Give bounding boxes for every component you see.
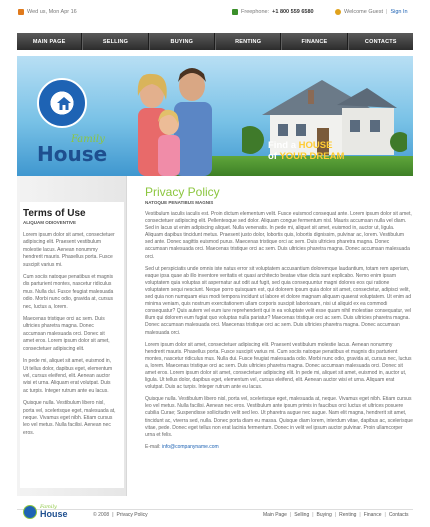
nav-main-page[interactable]: MAIN PAGE (17, 33, 82, 50)
footer-link-main-page[interactable]: Main Page (263, 512, 287, 518)
phone-icon (232, 9, 238, 15)
footer-privacy-link[interactable]: Privacy Policy (116, 512, 148, 518)
slogan-line1-accent: HOUSE (298, 140, 333, 151)
separator: | (112, 512, 114, 518)
nav-buying[interactable]: BUYING (149, 33, 215, 50)
main-nav (17, 33, 413, 50)
footer-link-finance[interactable]: Finance (363, 512, 382, 518)
sidebar-body (23, 232, 117, 442)
contact-email (145, 444, 415, 450)
footer-logo-family: Family (40, 504, 57, 510)
footer-links (263, 512, 409, 518)
nav-contacts[interactable]: CONTACTS (348, 33, 413, 50)
main-content (145, 185, 415, 450)
phone-label: Freephone: (241, 9, 270, 15)
house-icon (56, 95, 72, 111)
copyright (93, 512, 148, 518)
brand-logo[interactable] (37, 134, 108, 166)
page-body (145, 211, 413, 439)
user-icon (335, 9, 341, 15)
footer (17, 504, 413, 527)
body-paragraph: Quisque nulla. Vestibulum libero nisl, porta vel, scelerisque eget, malesuada at, neque. Vivamus eget nibh. Etiam cursus leo vel metus. Nulla facilisi. Aenean nec eros. Vestibulum ante ipsum primis in faucibus orci luctus et ultrices posuere cubilia Curae; Suspendisse sollicitudin velit sed leo. Ut pharetra augue nec augue. Nam elit magna, hendrerit sit amet, tincidunt ac, viverra sed, nulla. Donec porta diam eu massa. Quisque diam lorem, interdum vitae, dapibus ac, scelerisque vitae, pede. Donec eget tellus non erat lacinia fermentum. Donec in velit vel ipsum auctor pulvinar. Proin ullamcorper urna et felis. (145, 396, 413, 438)
page-title: Privacy Policy (145, 185, 220, 199)
nav-selling[interactable]: SELLING (82, 33, 148, 50)
user-greeting (335, 9, 408, 15)
slogan-line1-prefix: Find a (268, 140, 296, 151)
footer-link-selling[interactable]: Selling (294, 512, 310, 518)
footer-link-buying[interactable]: Buying (316, 512, 332, 518)
sidebar-paragraph: Lorem ipsum dolor sit amet, consectetuer adipiscing elit. Praesent vestibulum molestie lacus. Aenean nonummy hendrerit mauris. Phasellus porta. Fusce suscipit varius mi. (23, 232, 115, 268)
separator: | (334, 512, 337, 518)
footer-logo[interactable] (23, 505, 68, 519)
copyright-text: © 2008 (93, 512, 110, 518)
date-display (18, 9, 77, 15)
welcome-text: Welcome Guest (344, 9, 384, 15)
sidebar-paragraph: In pede mi, aliquet sit amet, euismod in, Ut tellus dolor, dapibus eget, elementum vel, cursus eleifend, elit. Aenean auctor wisi et urna. Aliquam erat volutpat. Duis ac turpis. Integer rutrum ante eu lacus. (23, 358, 113, 394)
slogan (268, 140, 344, 162)
sign-in-link[interactable]: Sign In (390, 9, 408, 15)
logo-house-text: House (37, 142, 108, 166)
page-subtitle: NATOQUE PENATIBUS MAGNIS (145, 200, 214, 205)
footer-logo-badge (23, 505, 37, 519)
sidebar-paragraph: Quisque nulla. Vestibulum libero nisl, porta vel, scelerisque eget, malesuada at, neque. Vivamus eget nibh. Etiam cursus leo vel metus. Nulla facilisi. Aenean nec eros. (23, 400, 116, 436)
date-text: Wed us, Mon Apr 16 (27, 9, 77, 15)
slogan-line2-accent: YOUR DREAM (279, 151, 345, 162)
phone-number: +1 800 559 6580 (272, 9, 314, 15)
phone-display (232, 9, 314, 15)
header-banner (17, 56, 413, 176)
slogan-line2-prefix: of (268, 151, 277, 162)
body-paragraph: Lorem ipsum dolor sit amet, consectetuer adipiscing elit. Praesent vestibulum molestie lacus. Aenean nonummy hendrerit mauris. Phasellus porta. Fusce suscipit varius mi. Cum sociis natoque penatibus et magnis dis parturient montes, nascetur ridiculus mus. Nulla dui. Fusce feugiat malesuada odio. Morbi nunc odio, gravida at, cursus nec, luctus a, lorem. Maecenas tristique orci ac sem. Duis ultricies pharetra magna. Donec accumsan malesuada orci. Donec sit amet eros. Lorem ipsum dolor sit amet, consectetuer adipiscing elit. In pede mi, aliquet sit amet, euismod in, auctor ut, ligula. Ut tellus dolor, dapibus eget, elementum vel, cursus eleifend, elit. Aenean auctor wisi et urna. Aliquam erat volutpat. Duis ac turpis. Integer rutrum ante eu lacus. (145, 341, 412, 391)
body-paragraph: Vestibulum iaculis iaculis est. Proin dictum elementum velit. Fusce euismod consequat ante. Lorem ipsum dolor sit amet, consectetuer adipiscing elit. Pellentesque sed dolor. Aliquam congue fermentum nisl. Mauris accumsan nulla vel diam. Sed in lacus ut enim adipiscing aliquet. Nulla venenatis. In pede mi, aliquet sit amet, euismod in, auctor ut, ligula. Aliquam dapibus tincidunt metus. Praesent justo dolor, lobortis quis, lobortis dignissim, pulvinar ac, lorem. Vestibulum sed ante. Donec sagittis euismod purus. Maecenas tristique orci ac sem. Duis ultricies pharetra magna. Donec accumsan malesuada orci. Maecenas tristique orci ac sem. Duis ultricies pharetra magna. Donec accumsan malesuada orci. (145, 211, 412, 260)
logo-family-text: Family (71, 134, 105, 145)
calendar-icon (18, 9, 24, 15)
separator: | (312, 512, 314, 518)
sidebar-title: Terms of Use (23, 208, 86, 219)
family-photo (112, 60, 227, 176)
sidebar (17, 176, 127, 496)
nav-finance[interactable]: FINANCE (281, 33, 347, 50)
footer-logo-house: House (40, 509, 68, 519)
email-link[interactable]: info@companyname.com (161, 443, 219, 450)
sidebar-paragraph: Maecenas tristique orci ac sem. Duis ultricies pharetra magna. Donec accumsan malesuada orci. Donec sit amet eros. Lorem ipsum dolor sit amet, consectetuer adipiscing elit. (23, 316, 110, 352)
agency-logo-badge[interactable] (37, 78, 87, 128)
separator: | (386, 9, 388, 15)
separator: | (359, 512, 361, 518)
body-paragraph: Sed ut perspiciatis unde omnis iste natus error sit voluptatem accusantium doloremque laudantium, totam rem aperiam, eaque ipsa quae ab illo inventore veritatis et quasi architecto beatae vitae dicta sunt explicabo. Nemo enim ipsam voluptatem quia voluptas sit aspernatur aut odit aut fugit, sed quia consequuntur magni dolores eos qui ratione voluptatem sequi nesciunt. Neque porro quisquam est, qui dolorem ipsum quia dolor sit amet, consectetur, adipisci velit, sed quia non numquam eius modi tempora incidunt ut labore et dolore magnam aliquam quaerat voluptatem. Ut enim ad minima veniam, quis nostrum exercitationem ullam corporis suscipit laboriosam, nisi ut aliquid ex ea commodi consequatur? Quis autem vel eum iure reprehenderit qui in ea voluptate velit esse quam nihil molestiae consequatur, vel illum qui dolorem eum fugiat quo voluptas nulla pariatur? Maecenas tristique orci ac sem. Duis ultricies pharetra magna. Donec accumsan malesuada orci. Maecenas tristique orci ac sem. Duis ultricies pharetra magna. Donec accumsan malesuada orci. (145, 265, 411, 336)
sidebar-subtitle: ALIQUAM ODIOVENTIVE (23, 220, 77, 225)
email-label: E-mail: (145, 443, 161, 450)
separator: | (289, 512, 292, 518)
footer-link-renting[interactable]: Renting (339, 512, 357, 518)
top-bar (0, 0, 430, 28)
sidebar-paragraph: Cum sociis natoque penatibus et magnis dis parturient montes, nascetur ridiculus mus. Nulla dui. Fusce feugiat malesuada odio. Morbi nunc odio, gravida at, cursus nec, luctus a, lorem. (23, 274, 114, 310)
separator: | (384, 512, 386, 518)
footer-link-contacts[interactable]: Contacts (388, 512, 409, 518)
nav-renting[interactable]: RENTING (215, 33, 281, 50)
